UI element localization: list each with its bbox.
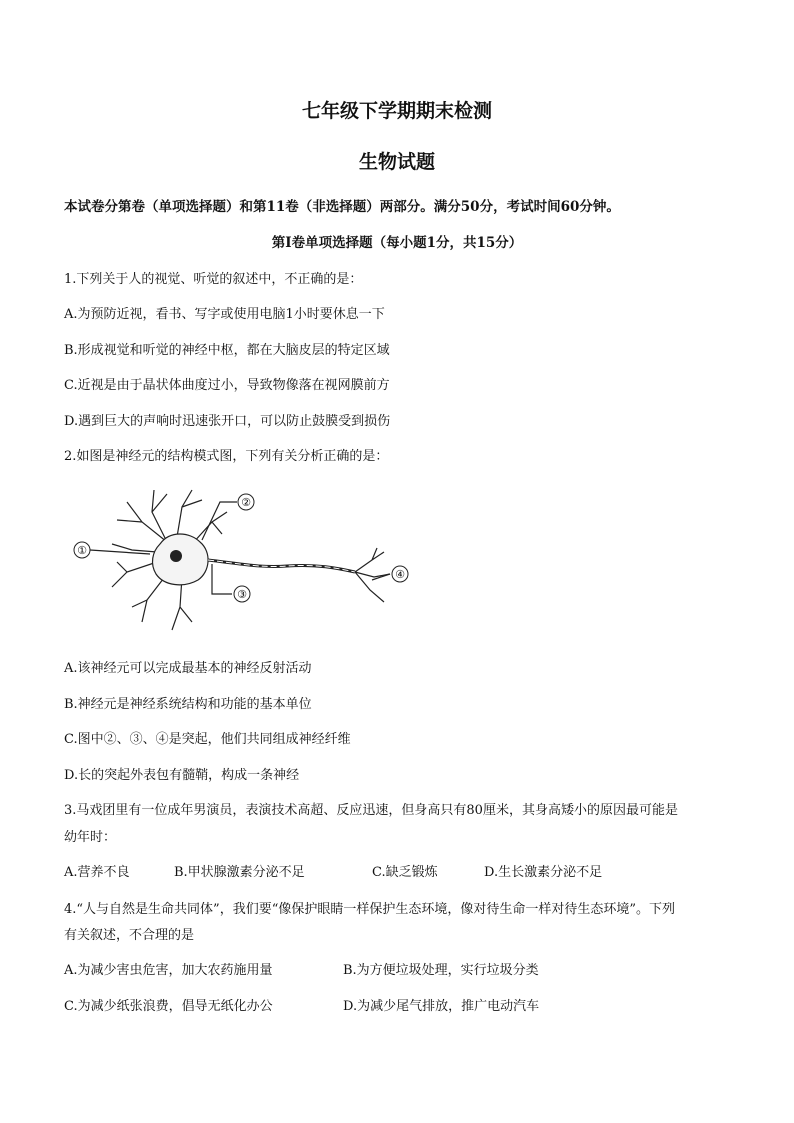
label-2: ② [241,496,251,509]
q4-option-c: C.为减少纸张浪费，倡导无纸化办公 [64,999,273,1014]
q3-stem-line2: 幼年时： [64,830,117,845]
label-4: ④ [395,568,405,581]
q2-stem: 2.如图是神经元的结构模式图，下列有关分析正确的是： [64,449,389,464]
q3-stem-line1: 3.马戏团里有一位成年男演员，表演技术高超、反应迅速，但身高只有80厘米，其身高矮小的原因最可能是 [64,803,678,818]
q2-option-d: D.长的突起外表包有髓鞘，构成一条神经 [64,768,300,783]
q3-option-d: D.生长激素分泌不足 [484,865,603,880]
q4-option-d: D.为减少尾气排放，推广电动汽车 [343,999,540,1014]
q3-option-c: C.缺乏锻炼 [372,865,438,880]
label-1: ① [77,544,87,557]
q3-option-b: B.甲状腺激素分泌不足 [174,865,305,880]
q1-option-b: B.形成视觉和听觉的神经中枢，都在大脑皮层的特定区域 [64,343,390,358]
neuron-diagram [72,482,417,642]
q4-stem-line1: 4.“人与自然是生命共同体”，我们要“像保护眼睛一样保护生态环境，像对待生命一样对待生态环境”。下列 [64,902,675,917]
subject-title: 生物试题 [358,151,435,173]
q2-option-c: C.图中②、③、④是突起，他们共同组成神经纤维 [64,732,351,747]
q3-option-a: A.营养不良 [64,865,130,880]
q1-option-c: C.近视是由于晶状体曲度过小，导致物像落在视网膜前方 [64,378,390,393]
q4-option-a: A.为减少害虫危害，加大农药施用量 [64,963,273,978]
label-3: ③ [237,588,247,601]
q2-option-a: A.该神经元可以完成最基本的神经反射活动 [64,661,312,676]
q4-stem-line2: 有关叙述，不合理的是 [64,928,195,943]
q1-option-a: A.为预防近视，看书、写字或使用电脑1小时要休息一下 [64,307,385,322]
q1-option-d: D.遇到巨大的声响时迅速张开口，可以防止鼓膜受到损伤 [64,414,391,429]
q1-stem: 1.下列关于人的视觉、听觉的叙述中，不正确的是： [64,272,363,287]
q4-option-b: B.为方便垃圾处理，实行垃圾分类 [343,963,539,978]
exam-title: 七年级下学期期末检测 [301,100,492,122]
section-heading: 第Ⅰ卷单项选择题（每小题1分，共15分） [271,235,523,251]
exam-instructions: 本试卷分第卷（单项选择题）和第11卷（非选择题）两部分。满分50分，考试时间60分钟。 [64,199,620,215]
q2-option-b: B.神经元是神经系统结构和功能的基本单位 [64,697,312,712]
